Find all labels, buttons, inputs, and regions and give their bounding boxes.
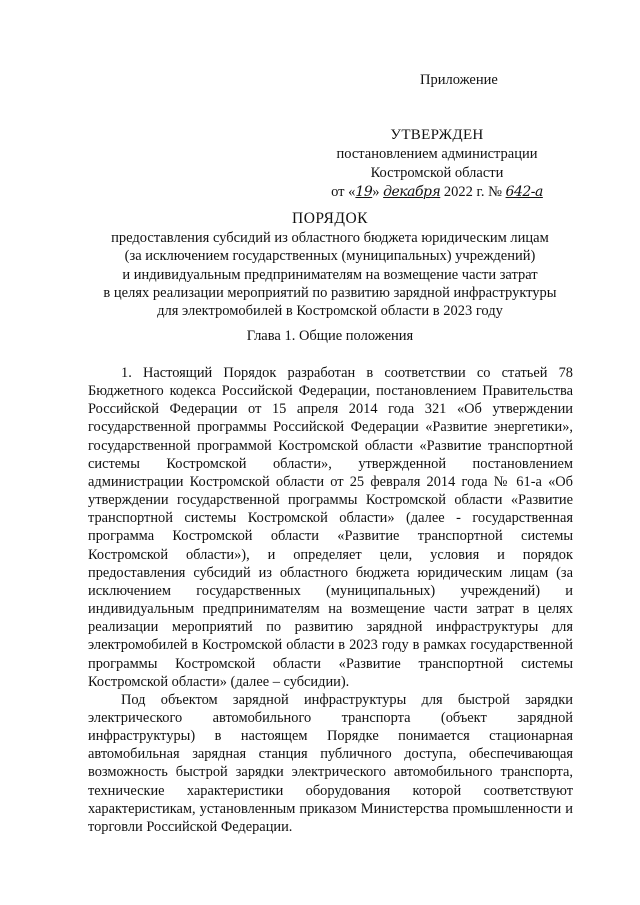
subtitle-line-5: для электромобилей в Костромской области в 2023 году bbox=[157, 303, 503, 320]
approval-line-1: постановлением администрации bbox=[336, 146, 538, 162]
annex-label: Приложение bbox=[420, 72, 498, 88]
handwritten-month: декабря bbox=[383, 184, 441, 200]
body-text bbox=[88, 364, 573, 836]
subtitle-line-4: в целях реализации мероприятий по развитию зарядной инфраструктуры bbox=[103, 284, 557, 301]
paragraph-2: Под объектом зарядной инфраструктуры для быстрой зарядки электрического автомобильного транспорта (объект зарядной инфраструктуры) в настоящем Порядке понимается стационарная автомобильная зарядная станция публичного доступа, обеспечивающая возможность быстрой зарядки электрического автомобильного транспорта, технические характеристики оборудования которой соответствуют характеристикам, установленным приказом Министерства промышленности и торговли Российской Федерации. bbox=[88, 691, 573, 835]
approval-block bbox=[300, 126, 574, 202]
handwritten-day: 19 bbox=[355, 184, 373, 200]
subtitle-line-3: и индивидуальным предпринимателям на возмещение части затрат bbox=[122, 266, 538, 283]
document-title-block bbox=[90, 210, 570, 320]
approval-line-2: Костромской области bbox=[370, 165, 504, 181]
handwritten-number: 642-а bbox=[505, 184, 543, 200]
document-title: ПОРЯДОК bbox=[292, 210, 368, 227]
subtitle-line-1: предоставления субсидий из областного бюджета юридическим лицам bbox=[111, 230, 549, 247]
date-mid: » bbox=[372, 184, 380, 200]
paragraph-1: 1. Настоящий Порядок разработан в соответствии со статьей 78 Бюджетного кодекса Российской Федерации, постановлением Правительства Российской Федерации от 15 апреля 2014 года 321 «Об утверждении государственной программы Российской Федерации «Развитие энергетики», государственной программой Костромской области «Развитие транспортной системы Костромской области», утвержденной постановлением администрации Костромской области от 25 февраля 2014 года № 61-а «Об утверждении государственной программы Костромской области «Развитие транспортной системы Костромской области» (далее - государственная программа Костромской области «Развитие транспортной системы Костромской области»), и определяет цели, условия и порядок предоставления субсидий из областного бюджета юридическим лицам (за исключением государственных (муниципальных) учреждений) и индивидуальным предпринимателям на возмещение части затрат в целях реализации мероприятий по развитию зарядной инфраструктуры для электромобилей в Костромской области в 2023 году в рамках государственной программы Костромской области «Развитие транспортной системы Костромской области» (далее – субсидии). bbox=[88, 365, 573, 690]
chapter-heading: Глава 1. Общие положения bbox=[246, 328, 414, 344]
date-year: 2022 г. № bbox=[443, 184, 502, 200]
date-prefix: от « bbox=[331, 184, 356, 200]
approval-title: УТВЕРЖДЕН bbox=[390, 127, 484, 143]
approval-date-line bbox=[300, 183, 574, 202]
subtitle-line-2: (за исключением государственных (муниципальных) учреждений) bbox=[124, 248, 536, 265]
